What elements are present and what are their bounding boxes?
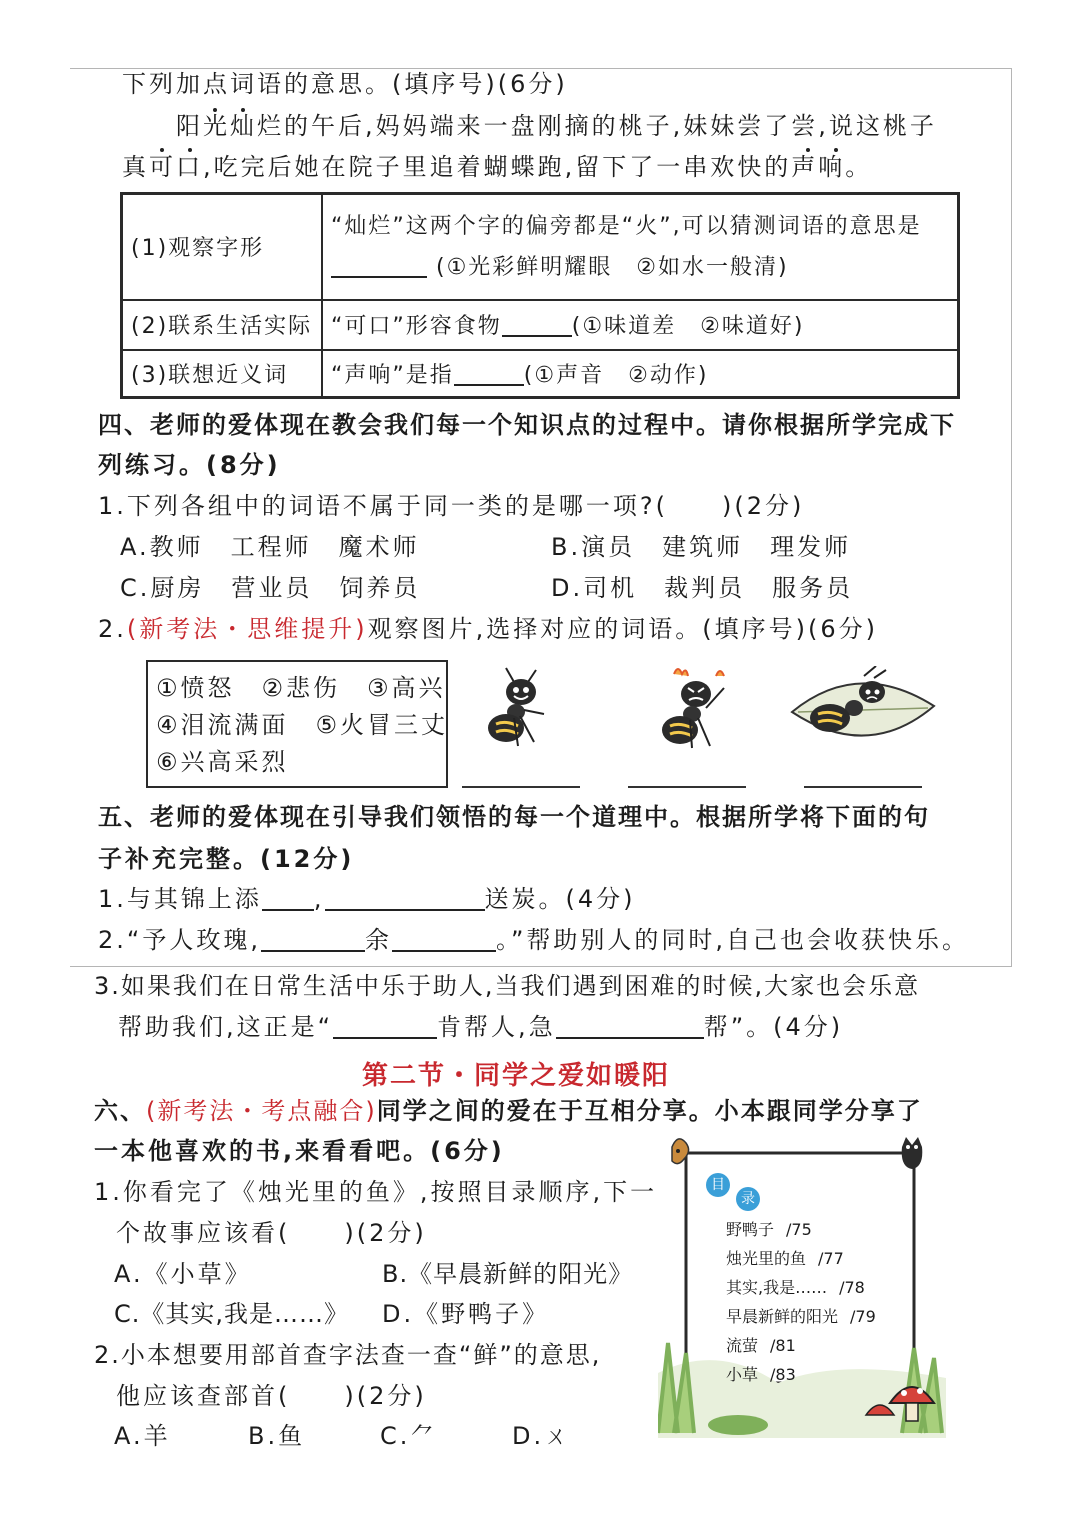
table-row-label: (3)联想近义词 [122, 350, 323, 398]
sad-ant-on-leaf-image [788, 666, 938, 756]
q2-suffix: 。”帮助别人的同时,自己也会收获快乐。 [495, 926, 970, 954]
part6-number: 六、 [94, 1097, 146, 1125]
new-method-tag: (新考法・考点融合) [146, 1097, 377, 1125]
part4-q1-option-a[interactable]: A.教师 工程师 魔术师 [120, 533, 420, 561]
toc-entry-title: 小草 [726, 1365, 759, 1384]
toc-entry[interactable] [726, 1304, 906, 1327]
part6-q2-option-c[interactable]: C.⺈ [380, 1422, 438, 1450]
part6-q1-option-c[interactable]: C.《其实,我是……》 [114, 1300, 350, 1328]
table-row-label: (2)联系生活实际 [122, 300, 323, 350]
emphasis-dot [213, 108, 217, 112]
emphasis-dot [241, 108, 245, 112]
table-row-content [322, 300, 959, 350]
part6-q1-option-a[interactable]: A.《小草》 [114, 1260, 252, 1288]
answer-blank[interactable] [325, 887, 485, 911]
answer-line-picture-2[interactable] [628, 786, 746, 788]
toc-entry[interactable] [726, 1217, 906, 1240]
table-row-content [322, 350, 959, 398]
q1-comma: , [313, 885, 325, 913]
q3-suffix: 帮”。(4分) [703, 1013, 844, 1041]
part6-q1-option-b[interactable]: B.《早晨新鲜的阳光》 [382, 1260, 634, 1288]
q3-middle: 肯帮人,急 [437, 1013, 556, 1041]
toc-entry-title: 烛光里的鱼 [726, 1249, 807, 1268]
right-border-upper [1011, 68, 1012, 966]
part5-q3-line1: 3.如果我们在日常生活中乐于助人,当我们遇到困难的时候,大家也会乐意 [94, 972, 921, 1000]
part5-q2 [98, 928, 969, 952]
word-bank-row: ⑥兴高采烈 [156, 748, 289, 776]
toc-entry-page: /78 [839, 1278, 865, 1297]
q2-prefix: 2.“予人玫瑰, [98, 926, 261, 954]
emphasis-dot [806, 148, 810, 152]
toc-entry[interactable] [726, 1246, 906, 1269]
answer-line-picture-1[interactable] [462, 786, 580, 788]
toc-entry-page: /77 [818, 1249, 844, 1268]
q1-suffix: 送炭。(4分) [484, 885, 636, 913]
part4-q1-option-c[interactable]: C.厨房 营业员 饲养员 [120, 574, 421, 602]
toc-badge-mu: 目 [706, 1173, 730, 1197]
part5-q3-line2 [118, 1015, 843, 1039]
part5-q1 [98, 887, 636, 911]
toc-entry[interactable] [726, 1362, 906, 1385]
table-row-label: (1)观察字形 [122, 194, 323, 300]
part4-title-line1: 四、老师的爱体现在教会我们每一个知识点的过程中。请你根据所学完成下 [98, 411, 956, 439]
part6-q2-option-d[interactable]: D.ㄨ [512, 1422, 572, 1450]
toc-entry-title: 野鸭子 [726, 1220, 775, 1239]
toc-entry-page: /79 [850, 1307, 876, 1326]
emphasis-dot [160, 148, 164, 152]
q3-prefix: 帮助我们,这正是“ [118, 1013, 334, 1041]
observation-table [120, 192, 960, 399]
toc-entry-page: /83 [770, 1365, 796, 1384]
part6-q2-option-a[interactable]: A.羊 [114, 1422, 171, 1450]
part3-passage-line2: 真可口,吃完后她在院子里追着蝴蝶跑,留下了一串欢快的声响。 [122, 153, 873, 181]
answer-line-picture-3[interactable] [804, 786, 922, 788]
part6-q1-line2: 个故事应该看( )(2分) [116, 1219, 427, 1247]
part3-passage-line1: 阳光灿烂的午后,妈妈端来一盘刚摘的桃子,妹妹尝了尝,说这桃子 [176, 112, 937, 140]
table-row-text: “灿烂”这两个字的偏旁都是“火”,可以猜测词语的意思是 [331, 213, 922, 239]
part4-title-line2: 列练习。(8分) [98, 451, 281, 479]
question-number: 2. [98, 615, 127, 643]
table-row-prefix: “可口”形容食物 [331, 314, 502, 339]
toc-entry-title: 早晨新鲜的阳光 [726, 1307, 839, 1326]
part6-title-line2: 一本他喜欢的书,来看看吧。(6分) [94, 1137, 505, 1165]
answer-blank[interactable] [261, 928, 365, 952]
answer-blank[interactable] [454, 362, 524, 386]
toc-badge-lu: 录 [736, 1187, 760, 1211]
table-row-options: (①声音 ②动作) [523, 362, 709, 388]
answer-blank[interactable] [262, 887, 314, 911]
q1-prefix: 1.与其锦上添 [98, 885, 262, 913]
word-bank-row: ④泪流满面 ⑤火冒三丈 [156, 711, 449, 739]
part5-title-line1: 五、老师的爱体现在引导我们领悟的每一个道理中。根据所学将下面的句 [98, 803, 930, 831]
part5-title-line2: 子补充完整。(12分) [98, 845, 355, 873]
toc-entry-title: 其实,我是…… [726, 1278, 828, 1297]
toc-entry[interactable] [726, 1275, 906, 1298]
part6-q2-option-b[interactable]: B.鱼 [248, 1422, 306, 1450]
part3-instruction: 下列加点词语的意思。(填序号)(6分) [122, 70, 568, 98]
question-text: 观察图片,选择对应的词语。(填序号)(6分) [367, 615, 878, 643]
part6-title-line1 [94, 1099, 923, 1123]
top-divider [70, 68, 1012, 69]
new-method-tag: (新考法・思维提升) [126, 615, 368, 643]
part4-q1-option-d[interactable]: D.司机 裁判员 服务员 [551, 574, 854, 602]
part6-q2-line1: 2.小本想要用部首查字法查一查“鲜”的意思, [94, 1341, 602, 1369]
part6-title-text: 同学之间的爱在于互相分享。小本跟同学分享了 [376, 1097, 923, 1125]
table-row-prefix: “声响”是指 [331, 362, 454, 388]
word-bank [146, 660, 448, 788]
q2-middle: 余 [364, 926, 392, 954]
toc-entry-title: 流萤 [726, 1336, 759, 1355]
emphasis-dot [834, 148, 838, 152]
toc-entry[interactable] [726, 1333, 906, 1356]
happy-ant-image [474, 664, 566, 750]
toc-entry-page: /81 [770, 1336, 796, 1355]
part6-q2-line2: 他应该查部首( )(2分) [116, 1382, 427, 1410]
toc-illustration [658, 1133, 946, 1438]
table-row-options: (①光彩鲜明耀眼 ②如水一般清) [436, 254, 789, 280]
answer-blank[interactable] [556, 1015, 704, 1039]
answer-blank[interactable] [333, 1015, 437, 1039]
emphasis-dot [188, 148, 192, 152]
toc-entry-page: /75 [786, 1220, 812, 1239]
section2-heading-text: 第二节・同学之爱如暖阳 [362, 1061, 671, 1091]
section2-heading [362, 1055, 670, 1092]
part4-q1-option-b[interactable]: B.演员 建筑师 理发师 [551, 533, 852, 561]
answer-blank[interactable] [392, 928, 496, 952]
answer-blank[interactable] [331, 254, 427, 278]
part4-q2-stem [98, 617, 878, 641]
table-row-options: (①味道差 ②味道好) [571, 314, 805, 339]
answer-blank[interactable] [502, 313, 572, 337]
angry-ant-image [646, 662, 742, 752]
part6-q1-line1: 1.你看完了《烛光里的鱼》,按照目录顺序,下一 [94, 1178, 658, 1206]
word-bank-row: ①愤怒 ②悲伤 ③高兴 [156, 674, 446, 702]
part4-q1-stem: 1.下列各组中的词语不属于同一类的是哪一项?( )(2分) [98, 492, 805, 520]
part6-q1-option-d[interactable]: D.《野鸭子》 [382, 1300, 550, 1328]
table-row-content [322, 194, 959, 300]
mid-divider [70, 966, 1012, 967]
